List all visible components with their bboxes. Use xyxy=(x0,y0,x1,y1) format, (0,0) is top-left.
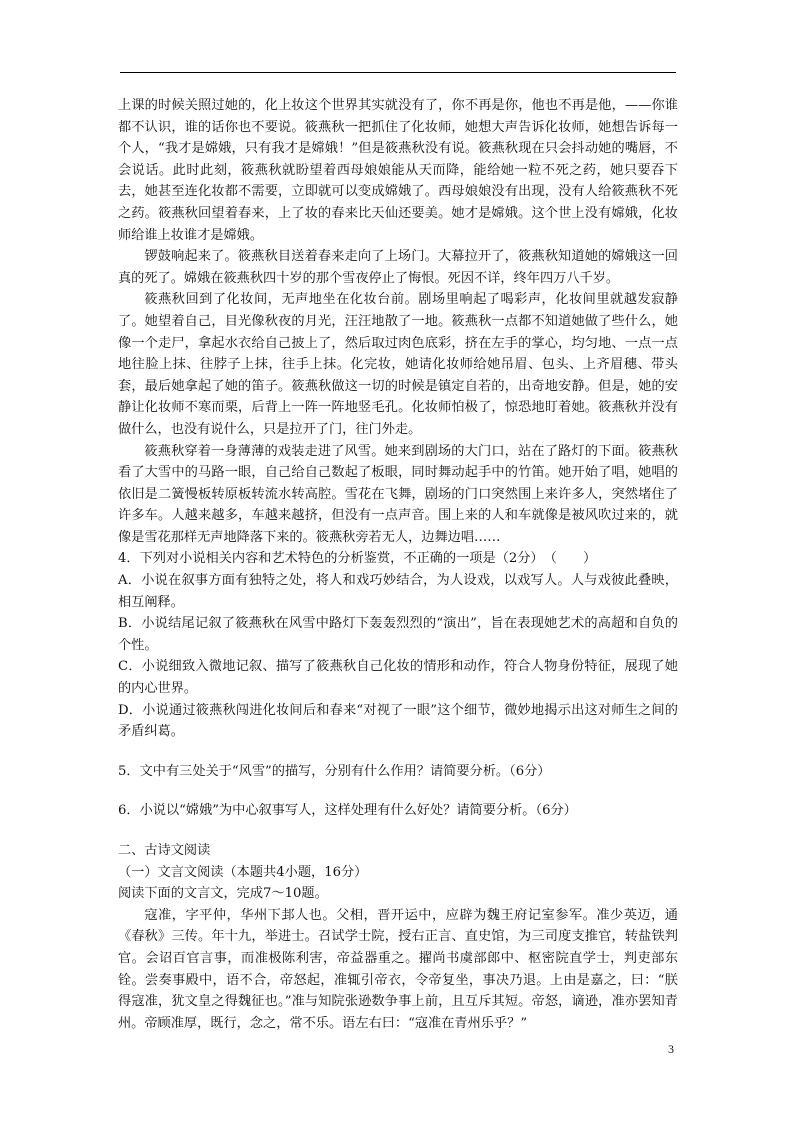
question-4-option-c: C．小说细致入微地记叙、描写了筱燕秋自己化妆的情形和动作，符合人物身份特征，展现了她的内心世界。 xyxy=(118,659,678,697)
question-4-option-b: B．小说结尾记叙了筱燕秋在风雪中路灯下轰轰烈烈的“演出”，旨在表现她艺术的高超和自负的个性。 xyxy=(118,616,678,653)
story-paragraph: 上课的时候关照过她的，化上妆这个世界其实就没有了，你不再是你，他也不再是他，——你谁都不认识，谁的话你也不要说。筱燕秋一把抓住了化妆师，她想大声告诉化妆师，她想告诉每一个人，“我才是嫦娥，只有我才是嫦娥！”但是筱燕秋没有说。筱燕秋现在只会抖动她的嘴唇，不会说话。此时此刻，筱燕秋就盼望着西母娘娘能从天而降，能给她一粒不死之药，她只要吞下去，她甚至连化妆都不需要，立即就可以变成嫦娥了。西母娘娘没有出现，没有人给筱燕秋不死之药。筱燕秋回望着春来，上了妆的春来比天仙还要美。她才是嫦娥。这个世上没有嫦娥，化妆师给谁上妆谁才是嫦娥。 xyxy=(118,98,678,243)
header-rule xyxy=(120,72,676,73)
reading-instruction: 阅读下面的文言文，完成7～10题。 xyxy=(118,886,328,902)
classical-passage: 寇准，字平仲，华州下邽人也。父相，晋开运中，应辟为魏王府记室参军。准少英迈，通《春秋》三传。年十九，举进士。召试学士院，授右正言、直史馆，为三司度支推官，转盐铁判官。会诏百官言事，而准极陈利害，帝益器重之。擢尚书虞部郎中、枢密院直学士，判吏部东铨。尝奏事殿中，语不合，帝怒起，准辄引帝衣，令帝复坐，事决乃退。上由是嘉之，曰：“朕得寇准，犹文皇之得魏征也。”准与知院张逊数争事上前，且互斥其短。帝怒，谪逊，准亦罢知青州。帝顾准厚，既行，念之，常不乐。语左右曰：“寇准在青州乐乎？” xyxy=(118,907,678,1031)
question-6: 6．小说以“嫦娥”为中心叙事写人，这样处理有什么好处？请简要分析。（6分） xyxy=(118,803,577,819)
question-4-stem: 4．下列对小说相关内容和艺术特色的分析鉴赏，不正确的一项是（2分） （ ） xyxy=(118,551,597,567)
page-content xyxy=(118,95,678,1034)
story-paragraph: 锣鼓响起来了。筱燕秋目送着春来走向了上场门。大幕拉开了，筱燕秋知道她的嫦娥这一回真的死了。嫦娥在筱燕秋四十岁的那个雪夜停止了悔恨。死因不详，终年四万八千岁。 xyxy=(118,249,678,286)
question-4-option-a: A．小说在叙事方面有独特之处，将人和戏巧妙结合，为人设戏，以戏写人。人与戏彼此叠映，相互阐释。 xyxy=(118,573,678,610)
page-number: 3 xyxy=(668,1042,674,1056)
question-5: 5．文中有三处关于“风雪”的描写，分别有什么作用？请简要分析。（6分） xyxy=(118,763,551,779)
section-subheading: （一）文言文阅读（本题共4小题，16分） xyxy=(118,864,368,880)
story-paragraph: 筱燕秋穿着一身薄薄的戏装走进了风雪。她来到剧场的大门口，站在了路灯的下面。筱燕秋看了大雪中的马路一眼，自己给自己数起了板眼，同时舞动起手中的竹笛。她开始了唱，她唱的依旧是二簧慢板转原板转流水转高腔。雪花在飞舞，剧场的门口突然围上来许多人，突然堵住了许多车。人越来越多，车越来越挤，但没有一点声音。围上来的人和车就像是被风吹过来的，就像是雪花那样无声地降落下来的。筱燕秋旁若无人，边舞边唱…… xyxy=(118,443,678,545)
story-paragraph: 筱燕秋回到了化妆间，无声地坐在化妆台前。剧场里响起了喝彩声，化妆间里就越发寂静了。她望着自己，目光像秋夜的月光，汪汪地散了一地。筱燕秋一点都不知道她做了些什么，她像一个走尸，拿起水衣给自己披上了，然后取过肉色底彩，挤在左手的掌心，均匀地、一点一点地往脸上抹、往脖子上抹，往手上抹。化完妆，她请化妆师给她吊眉、包头、上齐眉穗、带头套，最后她拿起了她的笛子。筱燕秋做这一切的时候是镇定自若的，出奇地安静。但是，她的安静让化妆师不寒而栗，后背上一阵一阵地竖毛孔。化妆师怕极了，惊恐地盯着她。筱燕秋并没有做什么，也没有说什么，只是拉开了门，往门外走。 xyxy=(118,292,678,437)
question-4-option-d: D．小说通过筱燕秋闯进化妆间后和春来“对视了一眼”这个细节，微妙地揭示出这对师生之间的矛盾纠葛。 xyxy=(118,702,678,740)
section-heading: 二、古诗文阅读 xyxy=(118,843,211,858)
